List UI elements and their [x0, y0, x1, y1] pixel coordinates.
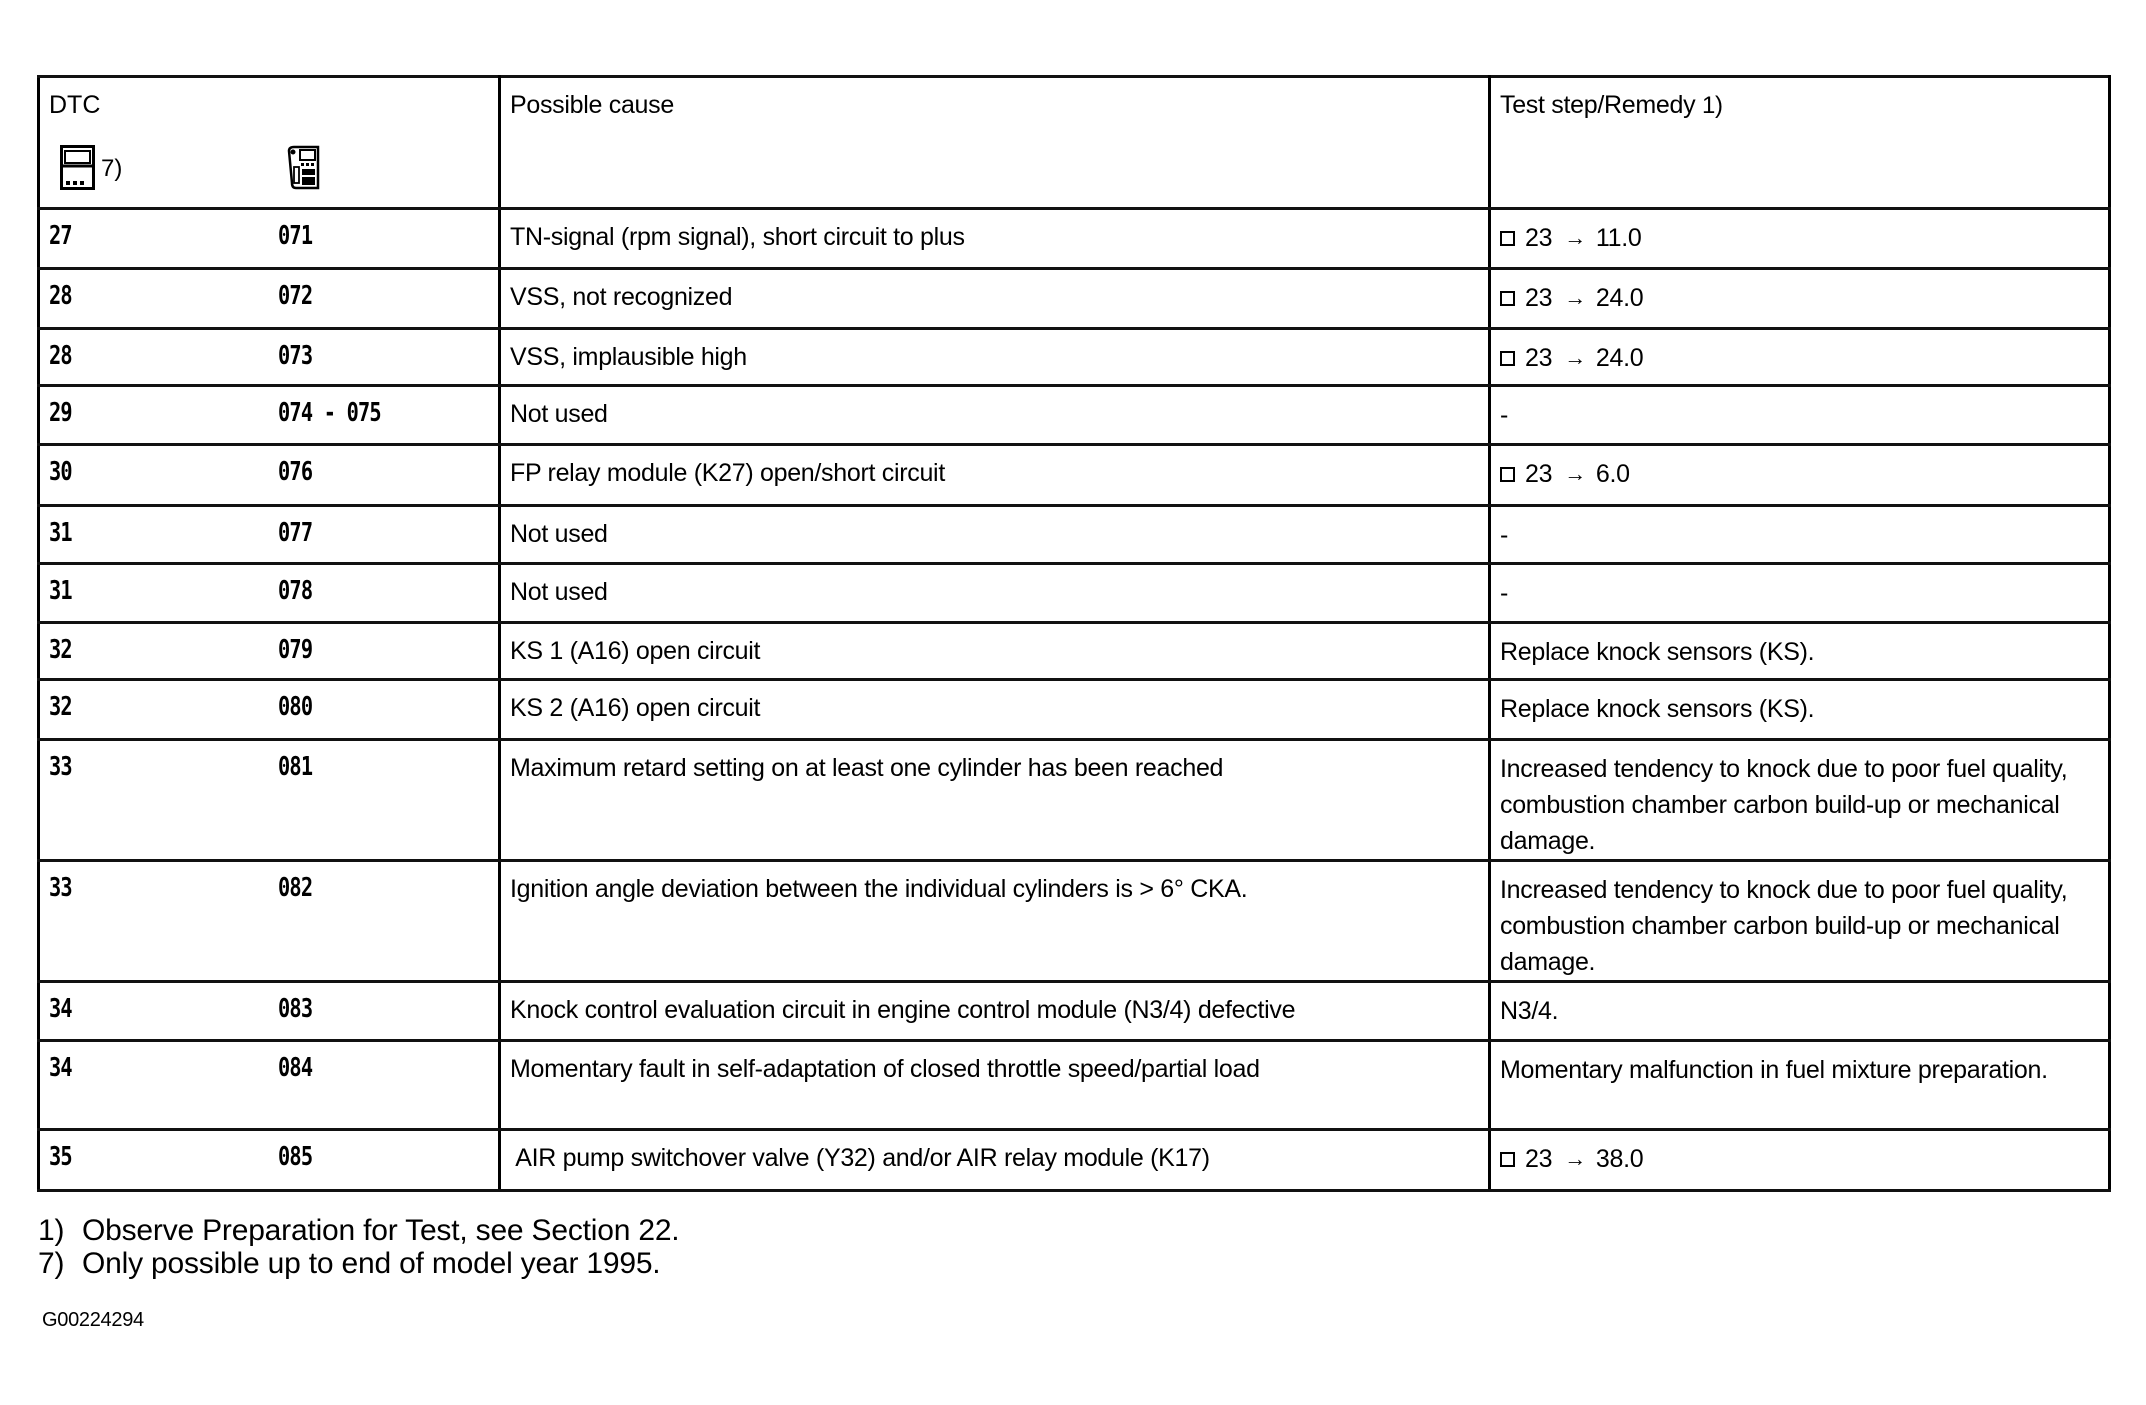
remedy-text: N3/4.	[1500, 997, 1559, 1025]
remedy-cell	[1490, 1130, 2110, 1191]
test-step-reference[interactable]	[1500, 1142, 1643, 1176]
table-row	[39, 445, 2110, 506]
table-row	[39, 740, 2110, 861]
remedy-cell	[1490, 680, 2110, 740]
table-row	[39, 564, 2110, 623]
remedy-cell	[1490, 982, 2110, 1041]
table-row	[39, 623, 2110, 680]
possible-cause-cell	[500, 209, 1490, 269]
possible-cause-text: Not used	[510, 520, 608, 548]
remedy-cell	[1490, 623, 2110, 680]
header-possible-cause-cell	[500, 77, 1490, 209]
dtc-cell	[39, 506, 500, 564]
dtc-cell	[39, 1041, 500, 1130]
table-row	[39, 506, 2110, 564]
remedy-cell	[1490, 740, 2110, 861]
remedy-text: Increased tendency to knock due to poor fuel quality, combustion chamber carbon build-up or mechanical damage.	[1500, 755, 2068, 855]
dtc-impulse-counter-code: 30	[49, 457, 72, 487]
test-step-section: 23	[1525, 283, 1553, 312]
dtc-hand-held-tester-code: 071	[278, 221, 313, 251]
test-step-reference[interactable]	[1500, 221, 1642, 255]
footnote-7-ref: 7)	[101, 155, 123, 182]
footnote-1-ref: 1)	[1701, 92, 1723, 119]
table-row	[39, 982, 2110, 1041]
test-step-reference[interactable]	[1500, 281, 1643, 315]
dtc-impulse-counter-code: 34	[49, 994, 72, 1024]
dtc-hand-held-tester-code: 080	[278, 692, 313, 722]
test-step-box-icon	[1500, 467, 1515, 482]
possible-cause-cell	[500, 861, 1490, 982]
possible-cause-text: Not used	[510, 578, 608, 606]
dtc-cell	[39, 861, 500, 982]
possible-cause-cell	[500, 386, 1490, 445]
table-row	[39, 680, 2110, 740]
footnote-number: 1)	[38, 1214, 65, 1247]
test-step-box-icon	[1500, 1152, 1515, 1167]
possible-cause-text: AIR pump switchover valve (Y32) and/or AIR relay module (K17)	[510, 1144, 1210, 1172]
dtc-impulse-counter-code: 31	[49, 518, 72, 548]
dtc-hand-held-tester-code: 077	[278, 518, 313, 548]
table-row	[39, 1130, 2110, 1191]
dtc-cell	[39, 386, 500, 445]
test-step-box-icon	[1500, 231, 1515, 246]
remedy-text: Replace knock sensors (KS).	[1500, 638, 1815, 666]
dtc-impulse-counter-code: 27	[49, 221, 72, 251]
test-step-reference[interactable]	[1500, 341, 1643, 375]
possible-cause-cell	[500, 1041, 1490, 1130]
possible-cause-cell	[500, 445, 1490, 506]
dtc-impulse-counter-code: 28	[49, 281, 72, 311]
footnote-1	[38, 1214, 679, 1247]
dtc-table	[37, 75, 2111, 1192]
remedy-text: -	[1500, 521, 1509, 549]
arrow-right-icon: →	[1564, 224, 1586, 250]
footnote-number: 7)	[38, 1247, 65, 1280]
dtc-hand-held-tester-code: 073	[278, 341, 313, 371]
arrow-right-icon: →	[1564, 460, 1586, 486]
table-row	[39, 861, 2110, 982]
footnote-text: Only possible up to end of model year 1995.	[82, 1247, 661, 1280]
dtc-rows	[39, 209, 2110, 1191]
remedy-header: Test step/Remedy	[1500, 91, 1696, 119]
dtc-impulse-counter-code: 33	[49, 873, 72, 903]
table-row	[39, 386, 2110, 445]
possible-cause-cell	[500, 680, 1490, 740]
dtc-hand-held-tester-code: 079	[278, 635, 313, 665]
remedy-cell	[1490, 445, 2110, 506]
dtc-impulse-counter-code: 31	[49, 576, 72, 606]
remedy-text: -	[1500, 401, 1509, 429]
dtc-cell	[39, 740, 500, 861]
possible-cause-text: Momentary fault in self-adaptation of closed throttle speed/partial load	[510, 1055, 1260, 1083]
table-row	[39, 209, 2110, 269]
dtc-cell	[39, 680, 500, 740]
dtc-header-label: DTC	[49, 91, 101, 119]
dtc-cell	[39, 445, 500, 506]
possible-cause-cell	[500, 564, 1490, 623]
dtc-impulse-counter-code: 33	[49, 752, 72, 782]
remedy-text: Replace knock sensors (KS).	[1500, 695, 1815, 723]
header-remedy-cell	[1490, 77, 2110, 209]
test-step-number: 24.0	[1595, 283, 1644, 312]
possible-cause-cell	[500, 982, 1490, 1041]
possible-cause-cell	[500, 269, 1490, 329]
possible-cause-text: Ignition angle deviation between the individual cylinders is > 6° CKA.	[510, 875, 1248, 903]
possible-cause-text: KS 1 (A16) open circuit	[510, 637, 761, 665]
table-header-row	[39, 77, 2110, 209]
remedy-cell	[1490, 1041, 2110, 1130]
remedy-cell	[1490, 329, 2110, 386]
dtc-hand-held-tester-code: 084	[278, 1053, 313, 1083]
dtc-hand-held-tester-code: 083	[278, 994, 313, 1024]
dtc-hand-held-tester-code: 076	[278, 457, 313, 487]
dtc-hand-held-tester-code: 074 - 075	[278, 398, 381, 428]
possible-cause-text: VSS, implausible high	[510, 343, 747, 371]
dtc-impulse-counter-code: 34	[49, 1053, 72, 1083]
test-step-box-icon	[1500, 291, 1515, 306]
remedy-text: Momentary malfunction in fuel mixture preparation.	[1500, 1056, 2048, 1084]
dtc-cell	[39, 623, 500, 680]
possible-cause-text: TN-signal (rpm signal), short circuit to plus	[510, 223, 965, 251]
test-step-section: 23	[1525, 459, 1553, 488]
header-dtc-cell	[39, 77, 500, 209]
dtc-cell	[39, 209, 500, 269]
dtc-hand-held-tester-code: 082	[278, 873, 313, 903]
possible-cause-header: Possible cause	[510, 91, 674, 119]
possible-cause-text: FP relay module (K27) open/short circuit	[510, 459, 945, 487]
remedy-cell	[1490, 506, 2110, 564]
remedy-text: -	[1500, 579, 1509, 607]
possible-cause-cell	[500, 623, 1490, 680]
hand-held-tester-icon	[286, 145, 321, 190]
dtc-cell	[39, 564, 500, 623]
possible-cause-text: Not used	[510, 400, 608, 428]
arrow-right-icon: →	[1564, 284, 1586, 310]
dtc-hand-held-tester-code: 085	[278, 1142, 313, 1172]
dtc-impulse-counter-code: 32	[49, 692, 72, 722]
test-step-box-icon	[1500, 351, 1515, 366]
possible-cause-text: Knock control evaluation circuit in engine control module (N3/4) defective	[510, 996, 1296, 1024]
footnotes	[38, 1214, 679, 1280]
table-row	[39, 269, 2110, 329]
arrow-right-icon: →	[1564, 344, 1586, 370]
table-row	[39, 329, 2110, 386]
dtc-impulse-counter-code: 35	[49, 1142, 72, 1172]
test-step-number: 38.0	[1595, 1144, 1644, 1173]
remedy-cell	[1490, 861, 2110, 982]
possible-cause-cell	[500, 1130, 1490, 1191]
possible-cause-cell	[500, 740, 1490, 861]
remedy-cell	[1490, 269, 2110, 329]
dtc-hand-held-tester-code: 078	[278, 576, 313, 606]
dtc-impulse-counter-code: 32	[49, 635, 72, 665]
test-step-reference[interactable]	[1500, 457, 1630, 491]
dtc-cell	[39, 1130, 500, 1191]
dtc-cell	[39, 329, 500, 386]
possible-cause-text: VSS, not recognized	[510, 283, 733, 311]
dtc-impulse-counter-code: 28	[49, 341, 72, 371]
possible-cause-text: KS 2 (A16) open circuit	[510, 694, 761, 722]
possible-cause-cell	[500, 329, 1490, 386]
dtc-hand-held-tester-code: 072	[278, 281, 313, 311]
remedy-cell	[1490, 386, 2110, 445]
possible-cause-cell	[500, 506, 1490, 564]
dtc-hand-held-tester-code: 081	[278, 752, 313, 782]
test-step-section: 23	[1525, 223, 1553, 252]
footnote-text: Observe Preparation for Test, see Section 22.	[82, 1214, 680, 1247]
footnote-7	[38, 1247, 679, 1280]
remedy-cell	[1490, 564, 2110, 623]
arrow-right-icon: →	[1564, 1145, 1586, 1171]
test-step-number: 11.0	[1595, 223, 1642, 252]
test-step-number: 6.0	[1595, 459, 1630, 488]
remedy-text: Increased tendency to knock due to poor fuel quality, combustion chamber carbon build-up or mechanical damage.	[1500, 876, 2068, 976]
dtc-cell	[39, 269, 500, 329]
possible-cause-text: Maximum retard setting on at least one cylinder has been reached	[510, 754, 1224, 782]
dtc-impulse-counter-code: 29	[49, 398, 72, 428]
impulse-counter-icon	[60, 145, 95, 190]
figure-id: G00224294	[42, 1309, 144, 1331]
test-step-section: 23	[1525, 1144, 1553, 1173]
dtc-cell	[39, 982, 500, 1041]
test-step-number: 24.0	[1595, 343, 1644, 372]
test-step-section: 23	[1525, 343, 1553, 372]
remedy-cell	[1490, 209, 2110, 269]
table-row	[39, 1041, 2110, 1130]
